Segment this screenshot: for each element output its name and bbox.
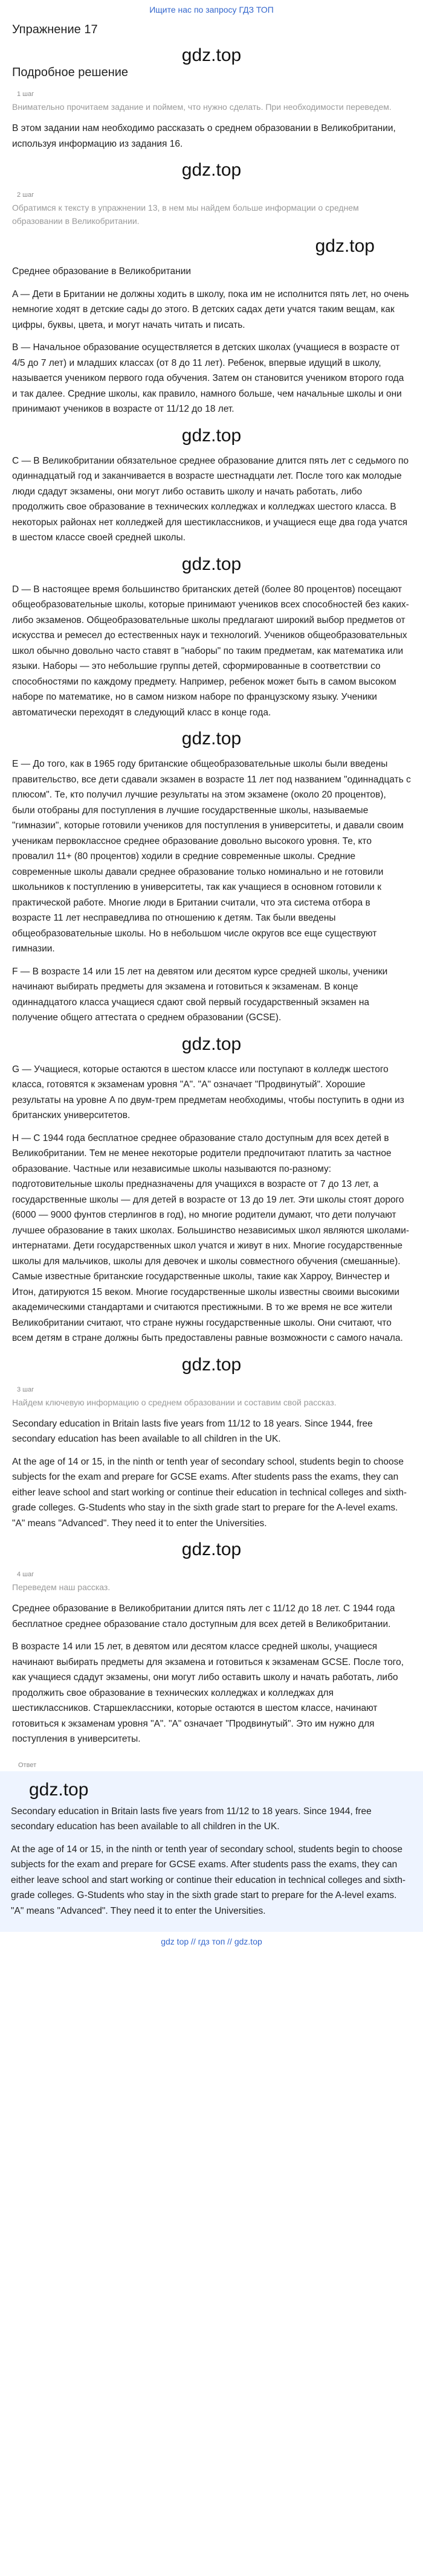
paragraph-f: F — В возрасте 14 или 15 лет на девятом или десятом курсе средней школы, ученики начинают выбирать предметы для экзамена и готовиться к экзаменам. В конце одиннадцатого класса учащиеся сдают свой первый государственный экзамен на получение общего аттестата о среднем образовании (GCSE). (12, 966, 388, 1023)
step-4 (12, 1571, 411, 1747)
watermark: gdz.top (181, 1034, 242, 1054)
footer-links[interactable]: gdz top // гдз топ // gdz.top (161, 1937, 262, 1946)
paragraph: В этом задании нам необходимо рассказать о среднем образовании в Великобритании, используя информацию из задания 16. (12, 123, 396, 149)
paragraph: Secondary education in Britain lasts five years from 11/12 to 18 years. Since 1944, free secondary education has been available to all children in the UK. (12, 1418, 373, 1444)
paragraph: At the age of 14 or 15, in the ninth or tenth year of secondary school, students begin to choose subjects for the exam and prepare for GCSE exams. After students pass the exams, they can either leave school and start working or continue their education in technical colleges and sixth-grade colleges. G-Students who stay in the sixth grade start to prepare for the A-level exams. "A" means "Advanced". They need it to enter the Universities. (12, 1456, 407, 1529)
answer-paragraph: Secondary education in Britain lasts five years from 11/12 to 18 years. Since 1944, free secondary education has been available to all children in the UK. (11, 1806, 372, 1832)
step-label: 3 шаг (17, 1385, 34, 1393)
watermark: gdz.top (181, 554, 242, 574)
watermark: gdz.top (181, 1539, 242, 1559)
exercise-title: Упражнение 17 (12, 23, 98, 36)
step-description: Обратимся к тексту в упражнении 13, в нем мы найдем больше информации о среднем образовании в Великобритании. (12, 203, 359, 226)
step-2 (12, 191, 411, 1346)
paragraph-heading: Среднее образование в Великобритании (12, 266, 192, 276)
main-content (0, 23, 423, 1946)
paragraph-a: A — Дети в Британии не должны ходить в школу, пока им не исполнится пять лет, но очень немногие ходят в детские сады до этого. В детских садах дети учатся таким вещам, как цифры, буквы, цвета, и могут начать читать и писать. (12, 289, 409, 330)
watermark: gdz.top (181, 45, 242, 65)
paragraph-h: H — С 1944 года бесплатное среднее образование стало доступным для всех детей в Великобритании. Тем не менее некоторые родители предпочитают платить за частное образование. Частные или независимые школы называются по-разному: подготовительные школы предназначены для учащихся в возрасте от 7 до 13 лет, а государственные школы — для детей в возрасте от 13 до 19 лет. Эти школы стоят дорого (6000 — 9000 фунтов стерлингов в год), но многие родители думают, что дети получают лучшее образование в таких школах. Большинство независимых школ являются школами-интернатами. Дети государственных школ учатся и живут в них. Многие государственные школы для мальчиков, школы для девочек и школы совместного обучения (смешанные). Самые известные британские государственные школы, такие как Харроу, Винчестер и Итон, датируются 15 веком. Многие государственные школы известны своими высокими академическими стандартами и считаются престижными. В то же время не все жители Великобритании считают, что стране нужны государственные школы. Они считают, что всем детям в стране должны быть предоставлены равные возможности с самого начала. (12, 1133, 410, 1343)
watermark: gdz.top (181, 425, 242, 446)
answer-label: Ответ (18, 1761, 37, 1769)
watermark: gdz.top (181, 729, 242, 749)
watermark: gdz.top (315, 236, 375, 256)
paragraph-b: B — Начальное образование осуществляется в детских школах (учащиеся в возрасте от 4/5 до 7 лет) и младших классах (от 8 до 11 лет). Ребенок, впервые идущий в школу, называется учеником первого года обучения. Затем он становится учеником второго года и так далее. Средние школы, как правило, намного больше, чем начальные школы и они принимают учеников в возрасте от 11/12 до 18 лет. (12, 342, 404, 414)
step-description: Внимательно прочитаем задание и поймем, что нужно сделать. При необходимости переведем. (12, 102, 392, 112)
step-label: 1 шаг (17, 91, 34, 98)
answer-box (0, 1771, 423, 1932)
paragraph-c: C — В Великобритании обязательное среднее образование длится пять лет с седьмого по одиннадцатый год и заканчивается в возрасте шестнадцати лет. После того как молодые люди сдадут экзамены, они могут либо оставить школу и начать работать, либо продолжить свое образование в технических колледжах и колледжах шестого класса. В некоторых районах нет колледжей для шестиклассников, и учащиеся еще два года учатся в шестом классе своей средней школы. (12, 455, 409, 543)
step-label: 2 шаг (17, 191, 34, 199)
step-description: Переведем наш рассказ. (12, 1582, 111, 1592)
watermark: gdz.top (29, 1779, 89, 1800)
step-label: 4 шаг (17, 1571, 34, 1578)
watermark: gdz.top (181, 1354, 242, 1375)
search-hint (0, 0, 423, 14)
watermark: gdz.top (181, 160, 242, 180)
paragraph-e: E — До того, как в 1965 году британские общеобразовательные школы были введены правительство, все дети сдавали экзамен в возрасте 11 лет под названием "одиннадцать с плюсом". Те, кто получил лучшие результаты на этом экзамене (около 20 процентов), были отобраны для поступления в лучшие государственные школы, называемые "гимназии", которые готовили учеников для поступления в университеты, и давали своим ученикам первоклассное среднее образование довольно высокого уровня. Те, кто провалил 11+ (80 процентов) ходили в средние современные школы. Средние современные школы давали среднее образование только номинально и не готовили школьников к поступлению в университеты, так как учащиеся в основном готовили к практической работе. Многие люди в Британии считали, что эта система отбора в возрасте 11 лет несправедлива по отношению к детям. Так были введены общеобразовательные школы. Но в небольшом числе округов все еще существуют гимназии. (12, 759, 411, 954)
paragraph: Среднее образование в Великобритании длится пять лет с 11/12 до 18 лет. С 1944 года бесплатное среднее образование стало доступным для всех детей в Великобритании. (12, 1603, 395, 1629)
step-description: Найдем ключевую информацию о среднем образовании и составим свой рассказ. (12, 1397, 337, 1407)
paragraph-g: G — Учащиеся, которые остаются в шестом классе или поступают в колледж шестого класса, готовятся к экзаменам уровня "A". "A" означает "Продвинутый". Хорошие результаты на уровне A по двум-трем предметам необходимы, чтобы поступить в одни из британских университетов. (12, 1064, 404, 1120)
step-3 (12, 1386, 411, 1532)
answer-paragraph: At the age of 14 or 15, in the ninth or tenth year of secondary school, students begin to choose subjects for the exam and prepare for GCSE exams. After students pass the exams, they can either leave school and start working or continue their education in technical colleges and sixth-grade colleges. G-Students who stay in the sixth grade start to prepare for the A-level exams. "A" means "Advanced". They need it to enter the Universities. (11, 1844, 406, 1916)
paragraph: В возрасте 14 или 15 лет, в девятом или десятом классе средней школы, учащиеся начинают выбирать предметы для экзамена и готовиться к экзаменам GCSE. После того, как учащиеся сдадут экзамены, они могут либо оставить школу и начать работать, либо продолжить свое образование в технических колледжах и колледжах для шестиклассников. Старшеклассники, которые остаются в шестом классе, начинают готовиться к экзаменам уровня "A". "A" означает "Продвинутый". Это им нужно для поступления в университеты. (12, 1641, 404, 1744)
step-1 (12, 91, 411, 152)
solution-subtitle: Подробное решение (12, 66, 129, 79)
paragraph-d: D — В настоящее время большинство британских детей (более 80 процентов) посещают общеобразовательные школы, которые принимают учеников всех способностей без каких-либо экзаменов. Общеобразовательные школы предлагают широкий выбор предметов от искусства и ремесел до естественных наук и технологий. Учеников общеобразовательных школ обычно довольно часто ставят в "наборы" по таким предметам, как математика или языки. Наборы — это небольшие группы детей, сформированные в соответствии со способностями по каждому предмету. Например, ребенок может быть в самом высоком наборе по математике, но в самом низком наборе по французскому языку. Ученики автоматически переходят в следующий класс в конце года. (12, 584, 409, 718)
search-hint-link[interactable]: Ищите нас по запросу ГДЗ ТОП (149, 5, 274, 14)
